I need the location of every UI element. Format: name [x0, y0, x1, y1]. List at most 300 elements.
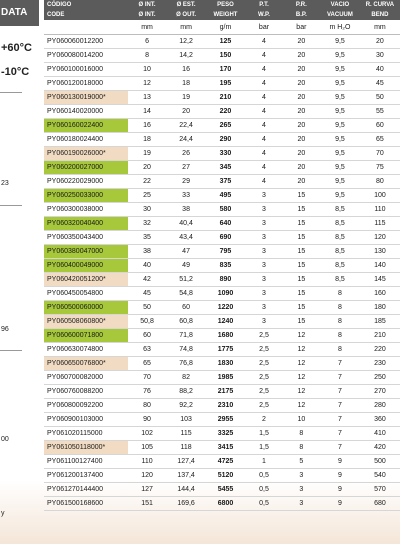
table-cell: 170 [206, 63, 246, 77]
table-row [44, 427, 400, 441]
table-cell: 2,5 [245, 371, 282, 385]
table-cell: 110 [360, 203, 400, 217]
unit-cell: mm [166, 20, 205, 35]
table-cell: 14,2 [166, 49, 205, 63]
table-cell: 7 [320, 399, 360, 413]
table-cell: 9,5 [320, 161, 360, 175]
table-row [44, 147, 400, 161]
product-code-cell: PY060450054800 [44, 287, 128, 301]
table-cell: 420 [360, 441, 400, 455]
table-cell: 60 [166, 301, 205, 315]
table-cell: 540 [360, 469, 400, 483]
header-cell: CODE [44, 10, 128, 20]
table-cell: 70 [360, 147, 400, 161]
table-cell: 13 [128, 91, 167, 105]
product-code-cell: PY060180024400 [44, 133, 128, 147]
header-row-1 [44, 0, 400, 10]
table-cell: 42 [128, 273, 167, 287]
table-cell: 70 [128, 371, 167, 385]
table-cell: 50 [360, 91, 400, 105]
table-cell: 115 [360, 217, 400, 231]
product-code-cell: PY061020115000 [44, 427, 128, 441]
product-code-cell: PY060900103000 [44, 413, 128, 427]
table-cell: 8 [320, 287, 360, 301]
table-cell: 835 [206, 259, 246, 273]
table-cell: 280 [360, 399, 400, 413]
table-cell: 8 [320, 329, 360, 343]
table-cell: 9,5 [320, 77, 360, 91]
table-cell: 15 [283, 245, 320, 259]
table-cell: 3 [245, 259, 282, 273]
table-cell: 7 [320, 427, 360, 441]
table-cell: 0,5 [245, 483, 282, 497]
table-row [44, 105, 400, 119]
table-row [44, 133, 400, 147]
table-cell: 185 [360, 315, 400, 329]
divider [0, 92, 22, 93]
product-code-cell: PY060500060000 [44, 301, 128, 315]
side-number-3: 00 [1, 436, 9, 443]
table-cell: 4 [245, 161, 282, 175]
table-cell: 2,5 [245, 357, 282, 371]
product-code-cell: PY060120018000 [44, 77, 128, 91]
table-cell: 3 [245, 315, 282, 329]
table-row [44, 315, 400, 329]
table-cell: 2 [245, 413, 282, 427]
table-cell: 20 [283, 35, 320, 49]
table-cell: 9,5 [320, 175, 360, 189]
table-row [44, 49, 400, 63]
table-cell: 495 [206, 189, 246, 203]
table-cell: 3 [245, 231, 282, 245]
divider [0, 205, 22, 206]
table-cell: 9 [320, 455, 360, 469]
table-cell: 8,5 [320, 273, 360, 287]
header-row-2 [44, 10, 400, 20]
table-row [44, 399, 400, 413]
table-cell: 80 [128, 399, 167, 413]
table-cell: 195 [206, 77, 246, 91]
table-cell: 5455 [206, 483, 246, 497]
side-number-2: 96 [1, 326, 9, 333]
table-cell: 270 [360, 385, 400, 399]
product-code-cell: PY060200027000 [44, 161, 128, 175]
table-cell: 12 [283, 329, 320, 343]
divider [0, 350, 22, 351]
unit-cell: m H₂O [320, 20, 360, 35]
table-cell: 144,4 [166, 483, 205, 497]
header-cell: WEIGHT [206, 10, 246, 20]
table-cell: 105 [128, 441, 167, 455]
table-cell: 45 [360, 77, 400, 91]
table-cell: 40 [360, 63, 400, 77]
table-cell: 160 [360, 287, 400, 301]
table-cell: 2955 [206, 413, 246, 427]
product-code-cell: PY060080014200 [44, 49, 128, 63]
product-code-cell: PY060320040400 [44, 217, 128, 231]
table-cell: 20 [283, 119, 320, 133]
table-cell: 120 [360, 231, 400, 245]
table-cell: 12 [283, 385, 320, 399]
table-cell: 9,5 [320, 49, 360, 63]
table-cell: 20 [283, 49, 320, 63]
table-cell: 90 [128, 413, 167, 427]
table-cell: 1,5 [245, 427, 282, 441]
table-cell: 640 [206, 217, 246, 231]
product-code-cell: PY060420051200* [44, 273, 128, 287]
table-cell: 8 [128, 49, 167, 63]
header-cell: Ø OUT. [166, 10, 205, 20]
header-cell: PESO [206, 0, 246, 10]
unit-cell: mm [128, 20, 167, 35]
table-cell: 80 [360, 175, 400, 189]
table-cell: 180 [360, 301, 400, 315]
table-cell: 7 [320, 371, 360, 385]
table-cell: 20 [283, 77, 320, 91]
table-cell: 20 [360, 35, 400, 49]
product-code-cell: PY060130019000* [44, 91, 128, 105]
table-cell: 9,5 [320, 133, 360, 147]
table-row [44, 483, 400, 497]
table-cell: 8,5 [320, 217, 360, 231]
table-cell: 210 [206, 91, 246, 105]
table-cell: 4 [245, 49, 282, 63]
table-cell: 7 [320, 357, 360, 371]
table-cell: 345 [206, 161, 246, 175]
table-cell: 1,5 [245, 441, 282, 455]
table-cell: 103 [166, 413, 205, 427]
table-cell: 15 [283, 189, 320, 203]
table-cell: 15 [283, 259, 320, 273]
table-cell: 49 [166, 259, 205, 273]
table-row [44, 231, 400, 245]
table-cell: 20 [283, 91, 320, 105]
table-cell: 4725 [206, 455, 246, 469]
table-cell: 4 [245, 147, 282, 161]
product-code-cell: PY060600071800 [44, 329, 128, 343]
table-cell: 14 [128, 105, 167, 119]
product-code-cell: PY061500168600 [44, 497, 128, 511]
product-table [44, 0, 400, 511]
table-cell: 20 [283, 105, 320, 119]
table-cell: 5 [283, 455, 320, 469]
table-cell: 25 [128, 189, 167, 203]
table-cell: 15 [283, 217, 320, 231]
table-cell: 20 [283, 161, 320, 175]
table-cell: 60,8 [166, 315, 205, 329]
table-cell: 32 [128, 217, 167, 231]
table-cell: 7 [320, 385, 360, 399]
product-code-cell: PY060650076800* [44, 357, 128, 371]
table-cell: 9,5 [320, 91, 360, 105]
table-cell: 690 [206, 231, 246, 245]
table-cell: 9 [320, 483, 360, 497]
header-cell: BEND [360, 10, 400, 20]
table-cell: 26 [166, 147, 205, 161]
table-cell: 75 [360, 161, 400, 175]
table-cell: 9,5 [320, 119, 360, 133]
table-cell: 3 [283, 469, 320, 483]
unit-cell: bar [283, 20, 320, 35]
table-cell: 2,5 [245, 329, 282, 343]
table-row [44, 91, 400, 105]
table-cell: 3 [245, 273, 282, 287]
table-cell: 2,5 [245, 399, 282, 413]
table-cell: 120 [128, 469, 167, 483]
table-cell: 3 [245, 245, 282, 259]
table-cell: 4 [245, 91, 282, 105]
table-row [44, 371, 400, 385]
product-code-cell: PY060100016000 [44, 63, 128, 77]
header-cell: W.P. [245, 10, 282, 20]
product-code-cell: PY061100127400 [44, 455, 128, 469]
table-row [44, 161, 400, 175]
table-row [44, 455, 400, 469]
table-cell: 15 [283, 301, 320, 315]
table-row [44, 175, 400, 189]
table-cell: 19 [128, 147, 167, 161]
table-row [44, 119, 400, 133]
table-cell: 3 [283, 497, 320, 511]
table-cell: 6800 [206, 497, 246, 511]
table-cell: 33 [166, 189, 205, 203]
table-cell: 137,4 [166, 469, 205, 483]
table-cell: 130 [360, 245, 400, 259]
table-cell: 15 [283, 315, 320, 329]
table-cell: 10 [283, 413, 320, 427]
table-cell: 9,5 [320, 35, 360, 49]
table-cell: 6 [128, 35, 167, 49]
table-cell: 8,5 [320, 259, 360, 273]
table-cell: 140 [360, 259, 400, 273]
table-cell: 24,4 [166, 133, 205, 147]
table-row [44, 441, 400, 455]
table-cell: 12 [283, 357, 320, 371]
table-cell: 1830 [206, 357, 246, 371]
header-cell: Ø INT. [128, 10, 167, 20]
table-cell: 12 [283, 343, 320, 357]
table-cell: 40 [128, 259, 167, 273]
table-row [44, 245, 400, 259]
header-cell: Ø INT. [128, 0, 167, 10]
table-cell: 15 [283, 287, 320, 301]
table-cell: 3325 [206, 427, 246, 441]
product-code-cell: PY060630074800 [44, 343, 128, 357]
product-code-cell: PY060300038000 [44, 203, 128, 217]
table-cell: 43,4 [166, 231, 205, 245]
table-cell: 9,5 [320, 63, 360, 77]
table-cell: 15 [283, 273, 320, 287]
table-cell: 88,2 [166, 385, 205, 399]
table-row [44, 357, 400, 371]
table-cell: 50 [128, 301, 167, 315]
table-row [44, 469, 400, 483]
table-cell: 145 [360, 273, 400, 287]
product-code-cell: PY060060012200 [44, 35, 128, 49]
table-cell: 38 [166, 203, 205, 217]
header-cell: VACUUM [320, 10, 360, 20]
product-code-cell: PY060400049000 [44, 259, 128, 273]
product-code-cell: PY060140020000 [44, 105, 128, 119]
table-cell: 150 [206, 49, 246, 63]
table-cell: 60 [128, 329, 167, 343]
table-row [44, 329, 400, 343]
table-cell: 115 [166, 427, 205, 441]
table-cell: 18 [128, 133, 167, 147]
table-cell: 410 [360, 427, 400, 441]
table-cell: 12 [283, 399, 320, 413]
table-cell: 4 [245, 77, 282, 91]
table-row [44, 35, 400, 49]
table-cell: 7 [320, 441, 360, 455]
table-cell: 220 [206, 105, 246, 119]
header-cell: P.T. [245, 0, 282, 10]
table-row [44, 385, 400, 399]
table-cell: 8 [283, 441, 320, 455]
table-cell: 0,5 [245, 469, 282, 483]
table-cell: 3 [245, 189, 282, 203]
product-code-cell: PY060160022400 [44, 119, 128, 133]
table-cell: 1985 [206, 371, 246, 385]
table-cell: 4 [245, 105, 282, 119]
table-cell: 9,5 [320, 189, 360, 203]
unit-cell [44, 20, 128, 35]
header-cell: CÓDIGO [44, 0, 128, 10]
table-cell: 2,5 [245, 343, 282, 357]
table-cell: 8,5 [320, 203, 360, 217]
table-cell: 330 [206, 147, 246, 161]
table-cell: 220 [360, 343, 400, 357]
table-cell: 265 [206, 119, 246, 133]
table-cell: 230 [360, 357, 400, 371]
table-cell: 30 [128, 203, 167, 217]
table-cell: 2175 [206, 385, 246, 399]
table-row [44, 259, 400, 273]
table-cell: 580 [206, 203, 246, 217]
table-cell: 4 [245, 133, 282, 147]
table-cell: 55 [360, 105, 400, 119]
table-row [44, 273, 400, 287]
table-cell: 3 [245, 301, 282, 315]
table-cell: 110 [128, 455, 167, 469]
table-cell: 4 [245, 35, 282, 49]
table-cell: 102 [128, 427, 167, 441]
table-cell: 65 [128, 357, 167, 371]
table-row [44, 301, 400, 315]
table-row [44, 287, 400, 301]
table-cell: 3 [245, 287, 282, 301]
table-row [44, 203, 400, 217]
table-cell: 50,8 [128, 315, 167, 329]
table-cell: 76 [128, 385, 167, 399]
table-cell: 12 [283, 371, 320, 385]
table-row [44, 217, 400, 231]
table-cell: 4 [245, 63, 282, 77]
table-cell: 210 [360, 329, 400, 343]
table-cell: 3 [245, 217, 282, 231]
table-row [44, 497, 400, 511]
table-cell: 10 [128, 63, 167, 77]
left-panel-header: DATA [0, 0, 39, 26]
table-row [44, 413, 400, 427]
table-cell: 890 [206, 273, 246, 287]
header-cell: B.P. [283, 10, 320, 20]
table-cell: 38 [128, 245, 167, 259]
table-cell: 290 [206, 133, 246, 147]
table-cell: 0,5 [245, 497, 282, 511]
table-cell: 8 [283, 427, 320, 441]
unit-cell: g/m [206, 20, 246, 35]
product-code-cell: PY060380047000 [44, 245, 128, 259]
product-code-cell: PY060760088200 [44, 385, 128, 399]
table-cell: 22,4 [166, 119, 205, 133]
table-cell: 4 [245, 175, 282, 189]
table-cell: 35 [128, 231, 167, 245]
table-cell: 12 [128, 77, 167, 91]
table-cell: 1090 [206, 287, 246, 301]
product-code-cell: PY060800092200 [44, 399, 128, 413]
table-cell: 60 [360, 119, 400, 133]
table-cell: 8 [320, 315, 360, 329]
table-cell: 74,8 [166, 343, 205, 357]
header-cell: Ø EST. [166, 0, 205, 10]
table-cell: 3415 [206, 441, 246, 455]
table-cell: 2,5 [245, 385, 282, 399]
table-cell: 92,2 [166, 399, 205, 413]
unit-cell: mm [360, 20, 400, 35]
table-cell: 82 [166, 371, 205, 385]
table-cell: 169,6 [166, 497, 205, 511]
table-cell: 15 [283, 203, 320, 217]
table-cell: 250 [360, 371, 400, 385]
unit-cell: bar [245, 20, 282, 35]
product-code-cell: PY060700082000 [44, 371, 128, 385]
table-cell: 54,8 [166, 287, 205, 301]
table-cell: 16 [128, 119, 167, 133]
table-cell: 71,8 [166, 329, 205, 343]
table-cell: 8,5 [320, 231, 360, 245]
table-cell: 125 [206, 35, 246, 49]
table-cell: 20 [283, 175, 320, 189]
table-cell: 500 [360, 455, 400, 469]
table-cell: 9,5 [320, 105, 360, 119]
footnote: y [1, 510, 5, 517]
product-code-cell: PY061200137400 [44, 469, 128, 483]
table-cell: 1240 [206, 315, 246, 329]
table-cell: 3 [245, 203, 282, 217]
table-cell: 570 [360, 483, 400, 497]
table-row [44, 343, 400, 357]
table-cell: 22 [128, 175, 167, 189]
table-row [44, 189, 400, 203]
table-cell: 30 [360, 49, 400, 63]
min-temperature: -10°C [1, 66, 30, 78]
header-cell: VACIO [320, 0, 360, 10]
header-cell: R. CURVA [360, 0, 400, 10]
table-cell: 18 [166, 77, 205, 91]
table-cell: 16 [166, 63, 205, 77]
table-cell: 7 [320, 413, 360, 427]
table-cell: 9 [320, 497, 360, 511]
table-cell: 12,2 [166, 35, 205, 49]
side-number-1: 23 [1, 180, 9, 187]
table-cell: 20 [283, 133, 320, 147]
table-cell: 2310 [206, 399, 246, 413]
table-cell: 360 [360, 413, 400, 427]
table-cell: 76,8 [166, 357, 205, 371]
table-row [44, 63, 400, 77]
product-code-cell: PY061050118000* [44, 441, 128, 455]
